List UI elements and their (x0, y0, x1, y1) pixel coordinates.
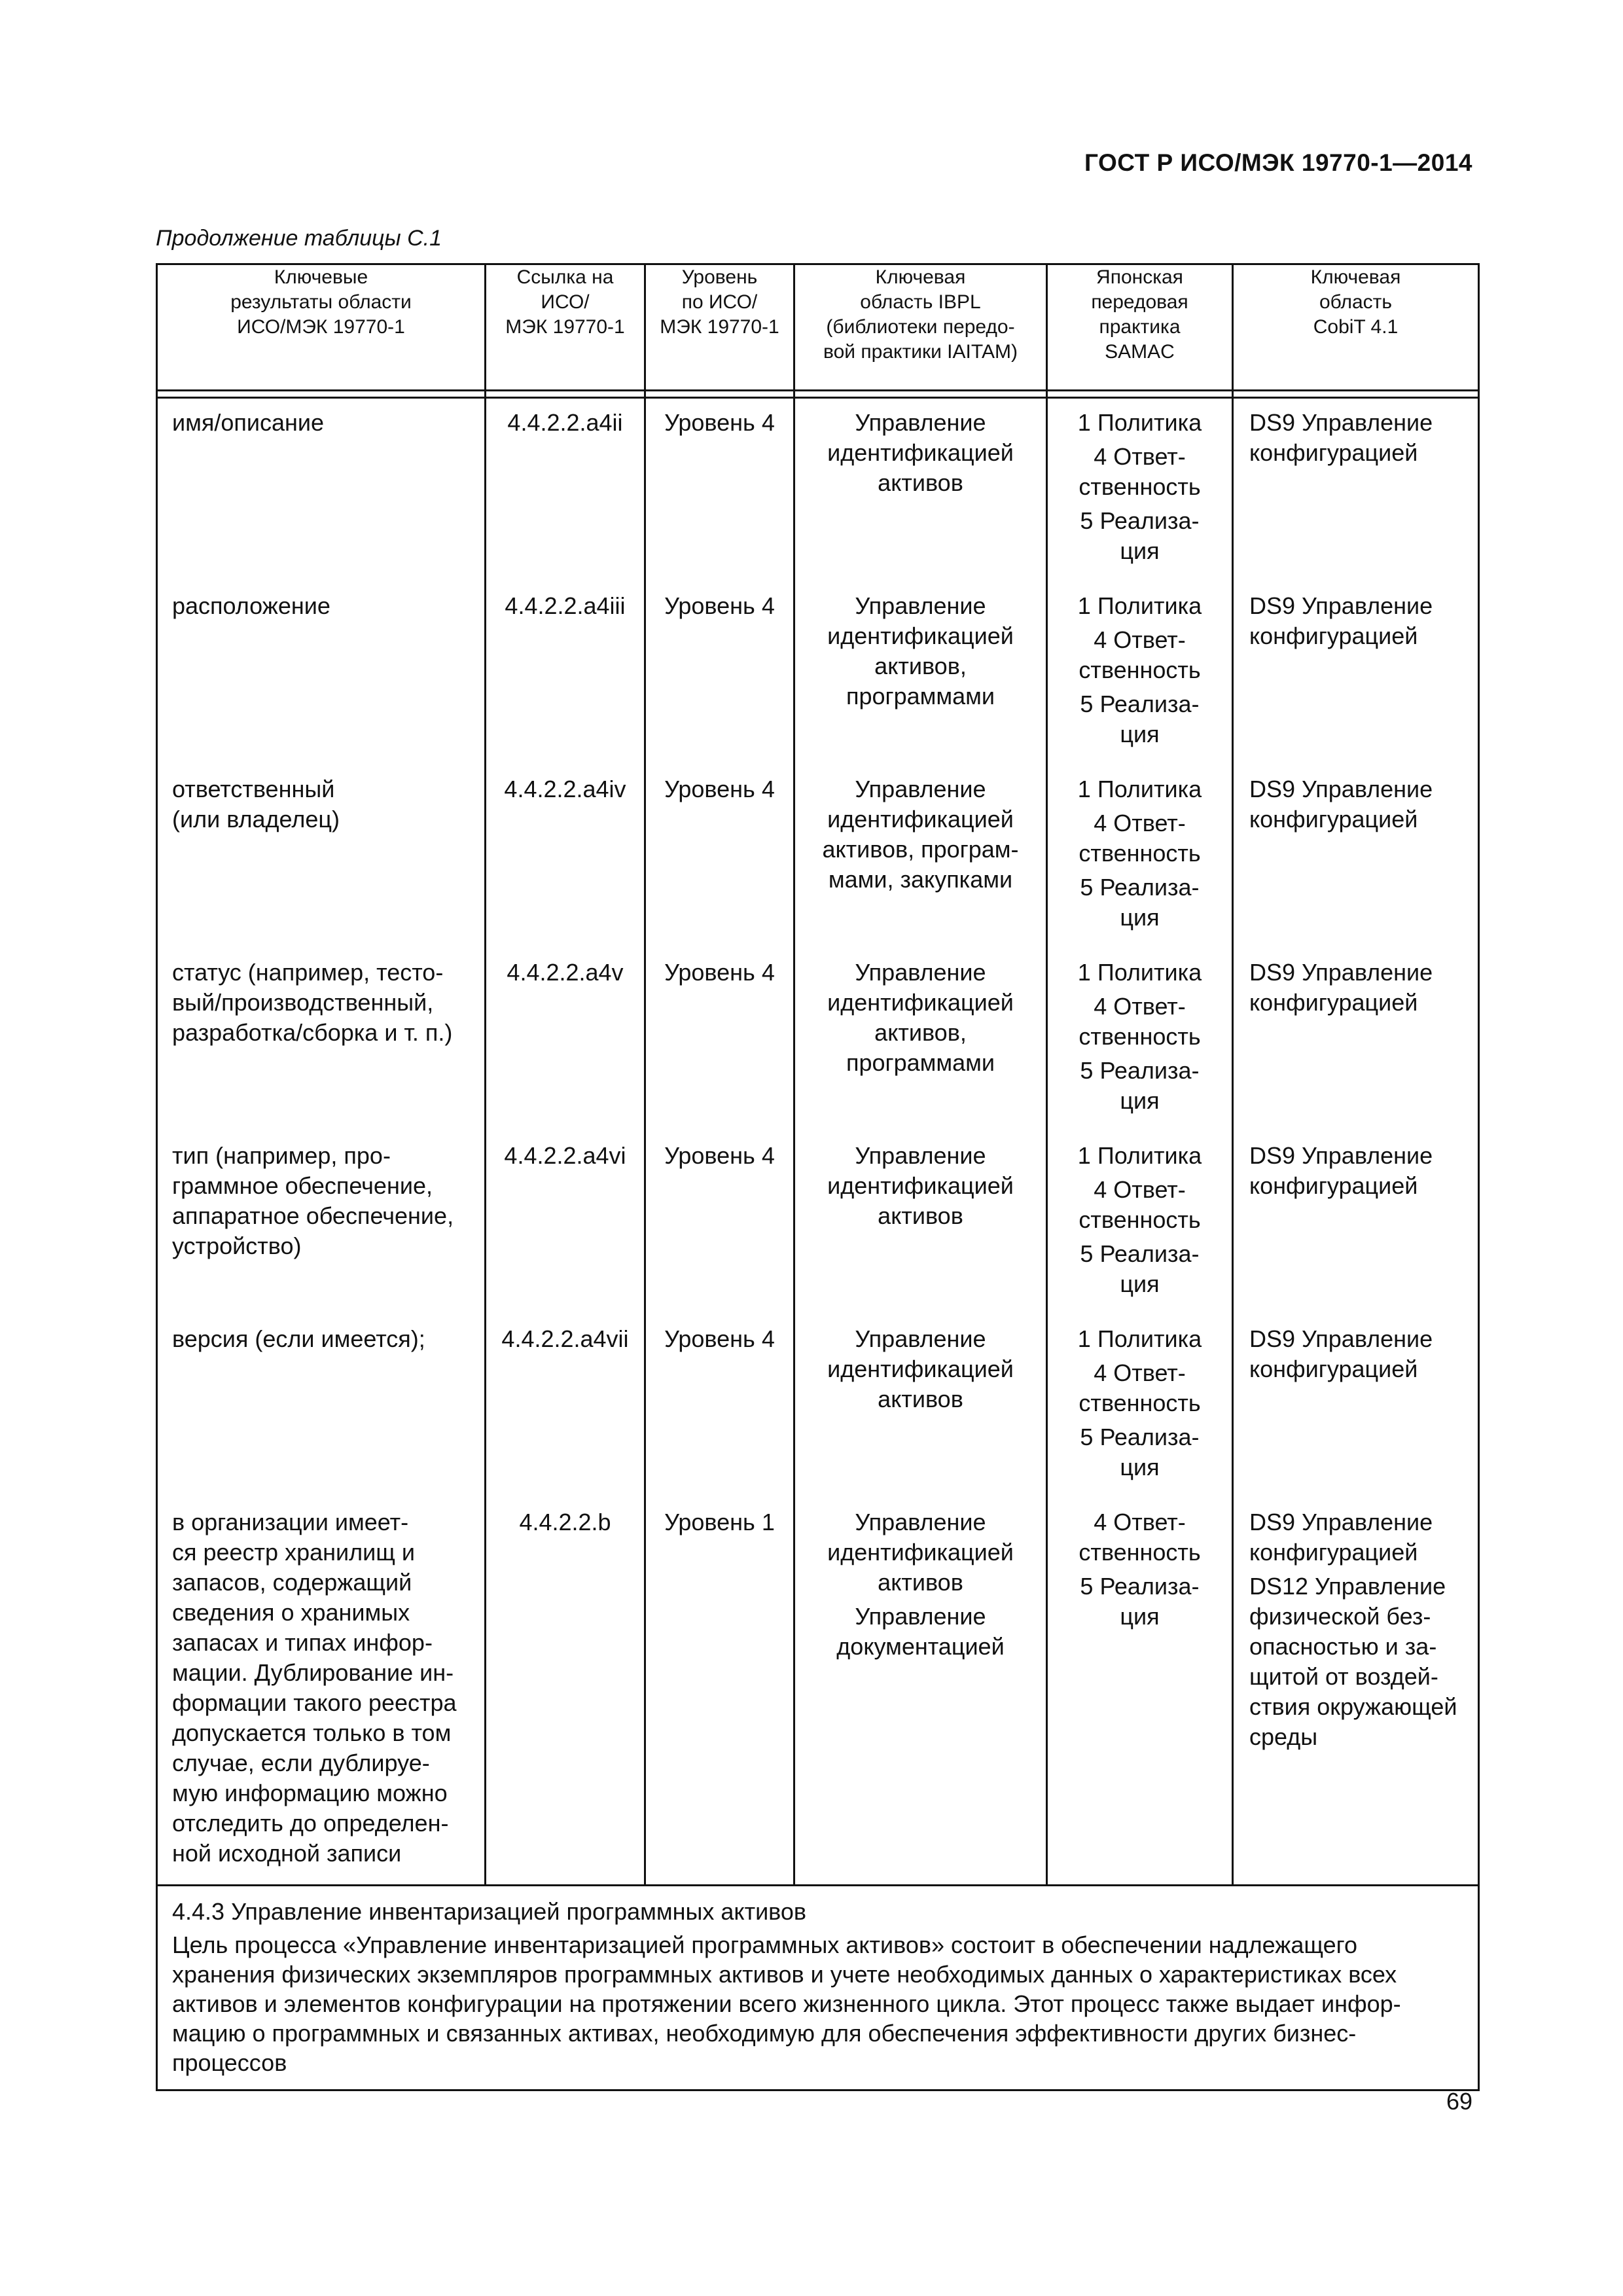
cell-cobit-area (1233, 765, 1479, 948)
text-line: запасов, содержащий (172, 1569, 412, 1596)
cell-key-result (157, 1132, 486, 1315)
cell-ibpl-area (794, 1498, 1047, 1886)
cell-iso-level (645, 1498, 794, 1886)
header-line: результаты области (230, 291, 412, 313)
table-row (157, 765, 1479, 948)
text-line: 4 Ответ- (1094, 443, 1186, 470)
text-line: 4.4.2.2.a4vii (501, 1325, 629, 1352)
cell-paragraph (1048, 808, 1232, 869)
text-line: Уровень 4 (664, 1325, 775, 1352)
cell-paragraph (1048, 442, 1232, 502)
cell-samac-practice (1047, 948, 1233, 1132)
text-line: активов (878, 1569, 963, 1596)
header-line: SAMAC (1105, 341, 1175, 363)
cell-paragraph (1048, 506, 1232, 566)
text-line: мую информацию можно (172, 1780, 448, 1806)
cell-key-result (157, 765, 486, 948)
section-text-line: Цель процесса «Управление инвентаризацией программных активов» состоит в обеспечении надлежащего (172, 1931, 1357, 1958)
text-line: DS9 Управление (1249, 592, 1433, 619)
table-body (157, 398, 1479, 1886)
text-line: 4.4.2.2.a4ii (507, 409, 623, 436)
cell-paragraph (795, 1507, 1046, 1598)
text-line: ция (1120, 1603, 1160, 1630)
cell-iso-reference (486, 1498, 645, 1886)
text-line: активов, (874, 1019, 967, 1046)
text-line: 5 Реализа- (1080, 874, 1200, 901)
text-line: активов, програм- (822, 836, 1019, 863)
cell-samac-practice (1047, 1498, 1233, 1886)
text-line: устройство) (172, 1232, 302, 1259)
table-row (157, 398, 1479, 583)
text-line: идентификацией (827, 1539, 1014, 1566)
text-line: опасностью и за- (1249, 1633, 1437, 1660)
text-line: граммное обеспечение, (172, 1172, 433, 1199)
text-line: 4 Ответ- (1094, 993, 1186, 1020)
cell-paragraph (1048, 591, 1232, 621)
text-line: 4 Ответ- (1094, 1509, 1186, 1535)
cell-ibpl-area (794, 765, 1047, 948)
text-line: идентификацией (827, 806, 1014, 833)
text-line: 5 Реализа- (1080, 507, 1200, 534)
cell-iso-level (645, 1315, 794, 1498)
header-line: Уровень (681, 266, 758, 288)
text-line: DS9 Управление (1249, 1142, 1433, 1169)
header-line: CobiT 4.1 (1313, 316, 1399, 338)
document-title: ГОСТ Р ИСО/МЭК 19770-1—2014 (1084, 149, 1472, 176)
cell-samac-practice (1047, 1315, 1233, 1498)
text-line: ция (1120, 721, 1160, 747)
header-iso-reference (486, 264, 645, 391)
cell-iso-reference (486, 765, 645, 948)
text-line: 5 Реализа- (1080, 1240, 1200, 1267)
text-line: мами, закупками (828, 866, 1013, 893)
header-line: по ИСО/ (681, 291, 758, 313)
text-line: документацией (836, 1633, 1005, 1660)
text-line: Управление (855, 959, 986, 986)
cell-paragraph (1048, 1358, 1232, 1418)
section-text-line: хранения физических экземпляров программных активов и учете необходимых данных о характеристиках всех (172, 1961, 1397, 1988)
text-line: ственность (1079, 656, 1201, 683)
text-line: 4.4.2.2.a4vi (504, 1142, 626, 1169)
table-row (157, 1315, 1479, 1498)
text-line: ственность (1079, 1539, 1201, 1566)
cell-samac-practice (1047, 765, 1233, 948)
header-line: Ключевая (1310, 266, 1401, 288)
text-line: программами (846, 683, 995, 709)
text-line: ция (1120, 1087, 1160, 1114)
cell-paragraph (1249, 958, 1472, 1018)
text-line: 4.4.2.2.a4iv (504, 776, 626, 802)
text-line: 1 Политика (1077, 592, 1202, 619)
text-line: DS9 Управление (1249, 1509, 1433, 1535)
header-samac-practice (1047, 264, 1233, 391)
header-iso-level (645, 264, 794, 391)
text-line: запасах и типах инфор- (172, 1629, 433, 1656)
text-line: ответственный (172, 776, 335, 802)
header-line: область IBPL (860, 291, 981, 313)
table-row (157, 582, 1479, 765)
cell-iso-reference (486, 1132, 645, 1315)
text-line: ция (1120, 904, 1160, 931)
cell-ibpl-area (794, 1132, 1047, 1315)
text-line: щитой от воздей- (1249, 1663, 1438, 1690)
cell-iso-level (645, 765, 794, 948)
section-heading: 4.4.3 Управление инвентаризацией программных активов (172, 1898, 807, 1925)
header-line: МЭК 19770-1 (505, 316, 625, 338)
cell-paragraph (1048, 1422, 1232, 1482)
text-line: программами (846, 1049, 995, 1076)
text-line: 1 Политика (1077, 1142, 1202, 1169)
cell-paragraph (795, 1141, 1046, 1231)
cell-cobit-area (1233, 948, 1479, 1132)
text-line: ственность (1079, 1023, 1201, 1050)
text-line: 1 Политика (1077, 409, 1202, 436)
text-line: ственность (1079, 473, 1201, 500)
section-text-line: мацию о программных и связанных активах, необходимую для обеспечения эффективности других бизнес- (172, 2020, 1357, 2047)
cell-key-result (157, 1498, 486, 1886)
header-line: Ключевые (274, 266, 368, 288)
header-ibpl-area (794, 264, 1047, 391)
text-line: сведения о хранимых (172, 1599, 410, 1626)
text-line: ствия окружающей (1249, 1693, 1457, 1720)
text-line: 1 Политика (1077, 776, 1202, 802)
text-line: ция (1120, 1454, 1160, 1480)
text-line: ция (1120, 537, 1160, 564)
header-line: (библиотеки передо- (826, 316, 1015, 338)
cell-paragraph (1048, 774, 1232, 804)
cell-paragraph (1048, 689, 1232, 749)
cell-iso-level (645, 582, 794, 765)
text-line: 5 Реализа- (1080, 1573, 1200, 1600)
text-line: Уровень 4 (664, 776, 775, 802)
header-cobit-area (1233, 264, 1479, 391)
cell-paragraph (1048, 958, 1232, 988)
text-line: Управление (855, 776, 986, 802)
text-line: физической без- (1249, 1603, 1431, 1630)
cell-paragraph (1249, 774, 1472, 834)
text-line: 4 Ответ- (1094, 1176, 1186, 1203)
cell-ibpl-area (794, 948, 1047, 1132)
text-line: формации такого реестра (172, 1689, 457, 1716)
cell-cobit-area (1233, 1315, 1479, 1498)
text-line: идентификацией (827, 1355, 1014, 1382)
cell-paragraph (1048, 1507, 1232, 1568)
cell-cobit-area (1233, 1498, 1479, 1886)
cell-paragraph (1249, 1507, 1472, 1568)
text-line: Уровень 1 (664, 1509, 775, 1535)
text-line: 5 Реализа- (1080, 1424, 1200, 1450)
text-line: (или владелец) (172, 806, 340, 833)
cell-paragraph (1249, 1571, 1472, 1752)
header-line: ИСО/ (541, 291, 590, 313)
cell-paragraph (1249, 1324, 1472, 1384)
cell-cobit-area (1233, 398, 1479, 583)
text-line: 1 Политика (1077, 959, 1202, 986)
cell-cobit-area (1233, 1132, 1479, 1315)
text-line: ственность (1079, 1390, 1201, 1416)
text-line: ной исходной записи (172, 1840, 402, 1867)
text-line: Управление (855, 1142, 986, 1169)
table-caption: Продолжение таблицы С.1 (156, 226, 442, 251)
header-line: область (1319, 291, 1393, 313)
text-line: допускается только в том (172, 1719, 452, 1746)
text-line: ственность (1079, 1206, 1201, 1233)
cell-iso-level (645, 398, 794, 583)
cell-samac-practice (1047, 582, 1233, 765)
cell-paragraph (1048, 408, 1232, 438)
text-line: Уровень 4 (664, 1142, 775, 1169)
text-line: ственность (1079, 840, 1201, 867)
cell-ibpl-area (794, 398, 1047, 583)
header-line: Ссылка на (516, 266, 614, 288)
text-line: активов (878, 469, 963, 496)
standards-table (156, 263, 1480, 2091)
text-line: Уровень 4 (664, 959, 775, 986)
text-line: имя/описание (172, 409, 325, 436)
text-line: Управление (855, 409, 986, 436)
text-line: идентификацией (827, 1172, 1014, 1199)
cell-paragraph (1048, 1175, 1232, 1235)
cell-paragraph (1249, 591, 1472, 651)
text-line: DS9 Управление (1249, 1325, 1433, 1352)
section-text-line: активов и элементов конфигурации на протяжении всего жизненного цикла. Этот процесс также выдает инфор- (172, 1990, 1401, 2017)
cell-iso-reference (486, 582, 645, 765)
page-number: 69 (1446, 2088, 1472, 2115)
cell-paragraph (1048, 1239, 1232, 1299)
section-text-line: процессов (172, 2049, 287, 2076)
section-description (157, 1886, 1479, 2090)
table-row (157, 1132, 1479, 1315)
text-line: разработка/сборка и т. п.) (172, 1019, 453, 1046)
text-line: 5 Реализа- (1080, 691, 1200, 717)
header-key-results (157, 264, 486, 391)
header-separator (157, 391, 1479, 398)
text-line: вый/производственный, (172, 989, 434, 1016)
text-line: 4.4.2.2.a4iii (505, 592, 626, 619)
text-line: DS9 Управление (1249, 409, 1433, 436)
cell-paragraph (1048, 1571, 1232, 1632)
cell-paragraph (1048, 1056, 1232, 1116)
cell-key-result (157, 1315, 486, 1498)
text-line: 4 Ответ- (1094, 626, 1186, 653)
cell-samac-practice (1047, 1132, 1233, 1315)
text-line: тип (например, про- (172, 1142, 391, 1169)
text-line: конфигурацией (1249, 1172, 1418, 1199)
footer-row (157, 1886, 1479, 2090)
text-line: активов, (874, 653, 967, 679)
table-row (157, 948, 1479, 1132)
text-line: расположение (172, 592, 330, 619)
cell-key-result (157, 398, 486, 583)
text-line: DS9 Управление (1249, 776, 1433, 802)
text-line: конфигурацией (1249, 989, 1418, 1016)
text-line: среды (1249, 1723, 1318, 1750)
cell-paragraph (1048, 872, 1232, 933)
text-line: идентификацией (827, 989, 1014, 1016)
cell-iso-level (645, 1132, 794, 1315)
table-row (157, 1498, 1479, 1886)
text-line: Уровень 4 (664, 409, 775, 436)
cell-paragraph (1048, 625, 1232, 685)
cell-key-result (157, 948, 486, 1132)
text-line: конфигурацией (1249, 439, 1418, 466)
text-line: 4 Ответ- (1094, 810, 1186, 836)
text-line: Управление (855, 592, 986, 619)
cell-paragraph (1249, 1141, 1472, 1201)
cell-cobit-area (1233, 582, 1479, 765)
text-line: аппаратное обеспечение, (172, 1202, 454, 1229)
cell-iso-reference (486, 1315, 645, 1498)
text-line: Управление (855, 1603, 986, 1630)
cell-paragraph (1048, 992, 1232, 1052)
text-line: Управление (855, 1509, 986, 1535)
header-line: практика (1099, 316, 1181, 338)
header-row (157, 264, 1479, 391)
text-line: 4 Ответ- (1094, 1359, 1186, 1386)
text-line: конфигурацией (1249, 806, 1418, 833)
header-line: передовая (1091, 291, 1188, 313)
text-line: DS9 Управление (1249, 959, 1433, 986)
text-line: Уровень 4 (664, 592, 775, 619)
cell-paragraph (795, 408, 1046, 498)
cell-paragraph (1249, 408, 1472, 468)
text-line: мации. Дублирование ин- (172, 1659, 454, 1686)
text-line: в организации имеет- (172, 1509, 409, 1535)
text-line: ция (1120, 1270, 1160, 1297)
cell-iso-level (645, 948, 794, 1132)
text-line: 4.4.2.2.b (519, 1509, 611, 1535)
header-line: ИСО/МЭК 19770-1 (237, 316, 405, 338)
text-line: случае, если дублируе- (172, 1749, 430, 1776)
cell-iso-reference (486, 398, 645, 583)
cell-key-result (157, 582, 486, 765)
text-line: 1 Политика (1077, 1325, 1202, 1352)
text-line: отследить до определен- (172, 1810, 449, 1837)
section-text (172, 1930, 1463, 2077)
cell-paragraph (795, 774, 1046, 895)
cell-paragraph (795, 958, 1046, 1078)
cell-paragraph (1048, 1324, 1232, 1354)
header-line: вой практики IAITAM) (823, 341, 1018, 363)
table-header (157, 264, 1479, 398)
text-line: Управление (855, 1325, 986, 1352)
cell-paragraph (795, 591, 1046, 711)
text-line: конфигурацией (1249, 1539, 1418, 1566)
text-line: конфигурацией (1249, 622, 1418, 649)
cell-ibpl-area (794, 582, 1047, 765)
text-line: идентификацией (827, 439, 1014, 466)
cell-iso-reference (486, 948, 645, 1132)
text-line: идентификацией (827, 622, 1014, 649)
text-line: ся реестр хранилищ и (172, 1539, 415, 1566)
header-line: МЭК 19770-1 (660, 316, 779, 338)
cell-paragraph (795, 1324, 1046, 1414)
text-line: статус (например, тесто- (172, 959, 444, 986)
cell-ibpl-area (794, 1315, 1047, 1498)
text-line: DS12 Управление (1249, 1573, 1446, 1600)
header-line: Японская (1096, 266, 1183, 288)
cell-paragraph (795, 1602, 1046, 1662)
cell-samac-practice (1047, 398, 1233, 583)
text-line: 5 Реализа- (1080, 1057, 1200, 1084)
text-line: конфигурацией (1249, 1355, 1418, 1382)
text-line: версия (если имеется); (172, 1325, 425, 1352)
cell-paragraph (1048, 1141, 1232, 1171)
text-line: активов (878, 1202, 963, 1229)
text-line: 4.4.2.2.a4v (507, 959, 624, 986)
text-line: активов (878, 1386, 963, 1412)
header-line: Ключевая (875, 266, 966, 288)
